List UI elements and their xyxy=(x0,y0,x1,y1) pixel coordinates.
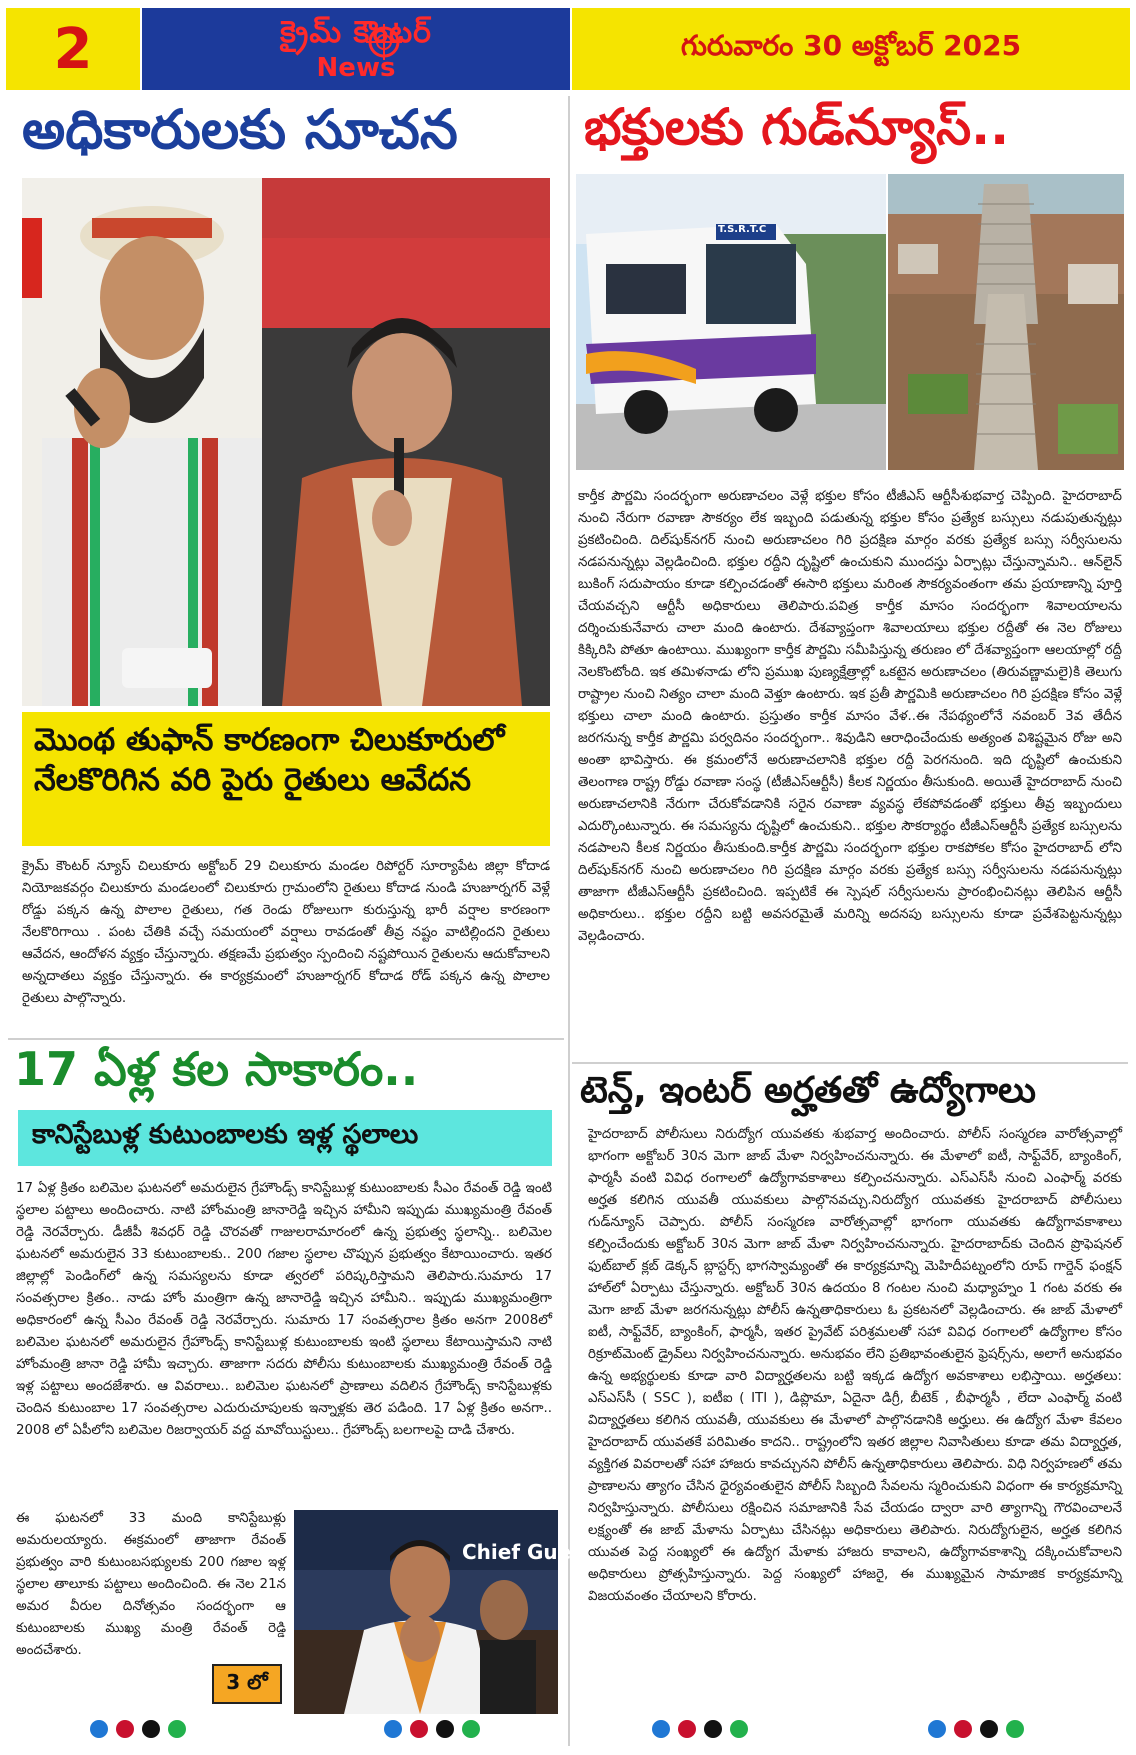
issue-date: గురువారం 30 అక్టోబర్ 2025 xyxy=(680,29,1022,62)
footer-dot xyxy=(652,1720,670,1738)
jobs-article: హైదరాబాద్ పోలీసులు నిరుద్యోగ యువతకు శుభవార్త అందించారు. పోలీస్ సంస్మరణ వారోత్సవాల్లో భాగంగా అక్టోబర్ 30న మెగా జాబ్ మేళా నిర్వహించనున్నారు. ఈ మేళాలో ఐటీ, సాఫ్ట్‌వేర్, బ్యాంకింగ్, ఫార్మసీ వంటి వివిధ రంగాలలో ఉద్యోగావకాశాలు కల్పించనున్నారు. ఎస్ఎస్‌సీ నుంచి ఎంఫార్మ్ వరకు అర్హత కలిగిన యువతీ యువకులు పాల్గొనవచ్చు.నిరుద్యోగ యువతకు హైదరాబాద్ పోలీసులు గుడ్‌న్యూస్ చెప్పారు. పోలీస్ సంస్మరణ వారోత్సవాల్లో భాగంగా యువతకు ఉద్యోగావకాశాలు కల్పించేందుకు అక్టోబర్ 30న మెగా జాబ్ మేళా నిర్వహించనున్నారు. హైదరాబాద్‌కు చెందిన ప్రొఫెషనల్ ఫుట్‌బాల్ క్లబ్ డెక్కన్ బ్లాస్టర్స్ భాగస్వామ్యంతో ఈ కార్యక్రమాన్ని మెహిదీపట్నంలోని రూప్ గార్డెన్ ఫంక్షన్ హాల్‌లో ఏర్పాటు చేస్తున్నారు. అక్టోబర్ 30న ఉదయం 8 గంటల నుంచి మధ్యాహ్నం 1 గంట వరకు ఈ మెగా జాబ్ మేళా జరగనున్నట్లు పోలీస్ ఉన్నతాధికారులు ఓ ప్రకటనలో వెల్లడించారు. ఈ జాబ్ మేళాలో ఐటీ, సాఫ్ట్‌వేర్, బ్యాంకింగ్, ఫార్మసీ, ఇతర ప్రైవేట్ పరిశ్రమలతో సహా వివిధ రంగాలలో ఉద్యోగాల కోసం రిక్రూట్‌మెంట్ డ్రైవ్‌లు నిర్వహించనున్నారు. అనుభవం లేని ప్రతిభావంతులైన ఫ్రెషర్స్‌ను, అలాగే అనుభవం ఉన్న అభ్యర్థులకు కూడా వారి విద్యార్హతలను బట్టి ఇక్కడ ఉద్యోగ అవకాశాలు లభిస్తాయి. అర్హతలు: ఎస్ఎస్‌సీ ( SSC ), ఐటీఐ ( ITI ), డిప్లొమా, ఏదైనా డిగ్రీ, బీటెక్ , బీఫార్మసీ , లేదా ఎంఫార్మ్ వంటి విద్యార్హతలు కలిగిన యువతీ, యువకులు ఈ మేళాలో పాల్గొనడానికి అర్హులు. ఈ ఉద్యోగ మేళా కేవలం హైదరాబాద్ యువతకే పరిమితం కాదని.. రాష్ట్రంలోని ఇతర జిల్లాల నివాసితులు కూడా తమ విద్యార్హత, వ్యక్తిగత వివరాలతో సహా హాజరు కావచ్చునని పోలీస్ ఉన్నతాధికారులు తెలిపారు. విధి నిర్వహణలో తమ ప్రాణాలను త్యాగం చేసిన ధైర్యవంతులైన పోలీస్ సిబ్బంది సేవలను స్మరించుకుని విధంగా ఈ కార్యక్రమాన్ని నిర్వహిస్తున్నారు. పోలీసులు రక్షించిన సమాజానికి సేవ చేయడం ద్వారా వారి త్యాగాన్ని గౌరవించాలనే లక్ష్యంతో ఈ జాబ్ మేళాను ఏర్పాటు చేసినట్లు అధికారులు తెలిపారు. నిరుద్యోగులైన, అర్హత కలిగిన యువత పెద్ద సంఖ్యలో ఈ ఉద్యోగ మేళాకు హాజరు కావాలని, ఉద్యోగావకాశాన్ని దక్కించుకోవాలని అధికారులు ప్రోత్సహిస్తున్నారు. పెద్ద సంఖ్యలో హాజరై, ఈ ముఖ్యమైన సామాజిక కార్యక్రమాన్ని విజయవంతం చేయాలని కోరారు. xyxy=(588,1127,1122,1604)
logo xyxy=(142,8,570,90)
footer-dots-1 xyxy=(90,1720,186,1738)
crop-damage-subheadline: మొంథ తుఫాన్ కారణంగా చిలుకూరులో నేలకొరిగిన వరి పైరు రైతులు ఆవేదన xyxy=(34,722,505,798)
column-divider xyxy=(568,96,570,1746)
bus-rtc-label: T.S.R.T.C xyxy=(718,224,767,235)
page-number: 2 xyxy=(53,16,93,82)
crop-damage-article: క్రైమ్ కౌంటర్ న్యూస్ చిలుకూరు అక్టోబర్ 29 చిలుకూరు మండల రిపోర్టర్ సూర్యాపేట జిల్లా కోదాడ నియోజకవర్గం చిలుకూరు మండలంలో చిలుకూరు గ్రామంలోని రైతులు కోదాడ నుండి హుజూర్నగర్ వెళ్లే రోడ్డు పక్కన ఉన్న పొలాల రైతులు, గత రెండు రోజులుగా కురుస్తున్న భారీ వర్షాల కారణంగా నేలకొరిగాయి . పంట చేతికి వచ్చే సమయంలో వర్షాలు రావడంతో తీవ్ర నష్టం వాటిల్లిందని రైతులు ఆవేదన, ఆందోళన వ్యక్తం చేస్తున్నారు. తక్షణమే ప్రభుత్వం స్పందించి నష్టపోయిన రైతులను ఆదుకోవాలని అన్నదాతలు వ్యక్తం చేస్తున్నారు. ఈ కార్యక్రమంలో హుజూర్నగర్ కోదాడ రోడ్ పక్కన ఉన్న పొలాల రైతులు పాల్గొన్నారు. xyxy=(22,859,550,1006)
footer-dots-2 xyxy=(384,1720,480,1738)
footer-dot xyxy=(462,1720,480,1738)
footer-dot xyxy=(168,1720,186,1738)
constables-article-continued: ఈ ఘటనలో 33 మంది కానిస్టేబుళ్లు అమరులయ్యారు. ఈక్రమంలో తాజాగా రేవంత్ ప్రభుత్వం వారి కుటుంబసభ్యులకు 200 గజాల ఇళ్ల స్థలాల తాలూకు పట్టాలు అందించింది. ఈ నెల 21న అమర వీరుల దినోత్సవం సందర్భంగా ఆ కుటుంబాలకు ముఖ్య మంత్రి రేవంత్ రెడ్డి అందచేశారు. xyxy=(16,1511,286,1658)
footer-dot xyxy=(142,1720,160,1738)
rtc-bus-photo[interactable] xyxy=(576,174,886,470)
headline-jobs-tenth-inter: టెన్త్, ఇంటర్ అర్హతతో ఉద్యోగాలు xyxy=(580,1070,1036,1111)
footer-dot xyxy=(1006,1720,1024,1738)
footer-dots-4 xyxy=(928,1720,1024,1738)
politicians-photo[interactable] xyxy=(22,178,550,706)
footer-dot xyxy=(730,1720,748,1738)
section-divider-right xyxy=(572,1062,1128,1064)
logo-sub: News xyxy=(316,53,396,83)
footer-dot xyxy=(980,1720,998,1738)
arunachalam-temple-photo[interactable] xyxy=(888,174,1124,470)
constables-article: 17 ఏళ్ల క్రితం బలిమెల ఘటనలో అమరులైన గ్రేహౌండ్స్ కానిస్టేబుళ్ల కుటుంబాలకు సీఎం రేవంత్ రెడ్డి ఇంటి స్థలాల పట్టాలు అందించారు. నాటి హోంమంత్రి జానారెడ్డి ఇచ్చిన హామీని ఇప్పుడు ముఖ్యమంత్రి రేవంత్ రెడ్డి నెరవేర్చారు. డీజీపీ శివధర్ రెడ్డి చొరవతో గాజులరామారంలో ఉన్న ప్రభుత్వ స్థలాన్ని.. బలిమెల ఘటనలో అమరులైన 33 కుటుంబాలకు.. 200 గజాల స్థలాల చొప్పున ప్రభుత్వం కేటాయించారు. ఇతర జిల్లాల్లో పెండింగ్‌లో ఉన్న సమస్యలను కూడా త్వరలో పరిష్కరిస్తామని తెలిపారు.సుమారు 17 సంవత్సరాల క్రితం.. నాడు హోం మంత్రిగా ఉన్న జానారెడ్డి ఇచ్చిన హామీని.. ఇప్పుడు ముఖ్యమంత్రిగా అధికారంలో ఉన్న సీఎం రేవంత్ రెడ్డి నెరవేర్చారు. సుమారు 17 సంవత్సరాల క్రితం అనగా 2008లో బలిమెల ఘటనలో అమరులైన గ్రేహౌండ్స్ కానిస్టేబుళ్ల కుటుంబాలకు ఇంటి స్థలాలు కేటాయిస్తామని నాటి హోంమంత్రి జానా రెడ్డి హామీ ఇచ్చారు. తాజాగా సదరు పోలీసు కుటుంబాలకు ముఖ్యమంత్రి రేవంత్ రెడ్డి ఇళ్ల పట్టాలు అందజేశారు. ఆ వివరాలు.. బలిమెల ఘటనలో ప్రాణాలు వదిలిన గ్రేహౌండ్స్ కానిస్టేబుళ్లకు చెందిన కుటుంబాల 17 సంవత్సరాల ఎదురుచూపులకు ఇన్నాళ్లకు తెర పడింది. 17 ఏళ్ల క్రితం అనగా.. 2008 లో ఏపీలోని బలిమెల రిజర్వాయర్ వద్ద మావోయిస్టులు.. గ్రేహౌండ్స్ బలగాలపై దాడి చేశారు. xyxy=(16,1181,552,1438)
footer-dot xyxy=(704,1720,722,1738)
footer-dot xyxy=(678,1720,696,1738)
date-box xyxy=(572,8,1130,90)
footer-dot xyxy=(90,1720,108,1738)
footer-dot xyxy=(954,1720,972,1738)
constables-subheadline-box xyxy=(18,1110,552,1166)
footer-dot xyxy=(928,1720,946,1738)
headline-17-years-dream: 17 ఏళ్ల కల సాకారం.. xyxy=(14,1042,419,1096)
continued-page-ref-button[interactable]: 3 లో xyxy=(212,1664,282,1704)
devotees-article: కార్తీక పౌర్ణమి సందర్భంగా అరుణాచలం వెళ్లే భక్తుల కోసం టీజీఎస్ ఆర్టీసీశుభవార్త చెప్పింది. హైదరాబాద్ నుంచి నేరుగా రవాణా సౌకర్యం లేక ఇబ్బంది పడుతున్న భక్తుల కోసం ప్రత్యేక బస్సులు నడుపుతున్నట్లు ప్రకటించింది. దిల్‌షుక్‌నగర్ నుంచి అరుణాచలం గిరి ప్రదక్షిణ మార్గం వరకు ప్రత్యేక బస్సు సర్వీసులను నడపనున్నట్లు వెల్లడించింది. భక్తుల రద్దీని దృష్టిలో ఉంచుకుని ముందస్తు ఏర్పాట్లు చేస్తున్నామని.. ఆన్‌లైన్ బుకింగ్ సదుపాయం కూడా కల్పించడంతో ఈసారి భక్తులు మరింత సౌకర్యవంతంగా తమ ప్రయాణాన్ని పూర్తి చేయవచ్చని ఆర్టీసీ అధికారులు తెలిపారు.పవిత్ర కార్తీక మాసం సందర్భంగా శివాలయాలను దర్శించుకునేవారు చాలా మంది ఉంటారు. దేశవ్యాప్తంగా శివాలయాలు భక్తుల రద్దీతో ఈ నెల రోజులు కిక్కిరిసి పోతూ ఉంటాయి. ముఖ్యంగా కార్తీక పౌర్ణమి సమీపిస్తున్న తరుణం లో దేశవ్యాప్తంగా ఆలయాల్లో రద్దీ నెలకొంటోంది. ఇక తమిళనాడు లోని ప్రముఖ పుణ్యక్షేత్రాల్లో ఒకటైన అరుణాచలం (తిరువణ్ణామలై)కి తెలుగు రాష్ట్రాల నుంచి నిత్యం చాలా మంది వెళ్తూ ఉంటారు. ఇక ప్రతీ పౌర్ణమికి అరుణాచలం గిరి ప్రదక్షిణ కోసం వెళ్లే భక్తులు చాలా మంది ఉంటారు. ప్రస్తుతం కార్తీక మాసం వేళ..ఈ నేపథ్యంలోనే నవంబర్ 3వ తేదీన జరగనున్న కార్తీక పౌర్ణమి పర్వదినం సందర్భంగా.. శివుడిని ఆరాధించేందుకు అత్యంత విశిష్టమైన రోజు అని అంతా భావిస్తారు. ఈ క్రమంలోనే అరుణాచలానికి భక్తుల రద్దీ పెరగనుంది. ఇది దృష్టిలో ఉంచుకుని తెలంగాణ రాష్ట్ర రోడ్డు రవాణా సంస్థ (టీజీఎస్‌ఆర్టీసీ) కీలక నిర్ణయం తీసుకుంది. అయితే హైదరాబాద్ నుంచి అరుణాచలానికి నేరుగా చేరుకోవడానికి సరైన రవాణా వ్యవస్థ లేకపోవడంతో భక్తులు తీవ్ర ఇబ్బందులు ఎదుర్కొంటున్నారు. ఈ సమస్యను దృష్టిలో ఉంచుకుని.. భక్తుల సౌకర్యార్థం టీజీఎస్‌ఆర్టీసీ ప్రత్యేక బస్సులను నడపాలని కీలక నిర్ణయం తీసుకుంది.కార్తీక పౌర్ణమి సందర్భంగా భక్తుల రాకపోకల కోసం హైదరాబాద్ లోని దిల్‌షుక్‌నగర్ నుంచి అరుణాచలం గిరి ప్రదక్షిణ మార్గం వరకు ప్రత్యేక బస్సు సర్వీసులను నడపనున్నట్లు తాజాగా టీజీఎస్‌ఆర్టీసీ ప్రకటించింది. ఇప్పటికే ఈ స్పెషల్ సర్వీసులను ప్రారంభించినట్లు తెలిపిన ఆర్టీసీ అధికారులు.. భక్తుల రద్దీని బట్టి అవసరమైతే మరిన్ని అదనపు బస్సులను కూడా ప్రవేశపెట్టనున్నట్లు వెల్లడించారు. xyxy=(578,489,1122,944)
page-number-box xyxy=(6,8,140,90)
footer-dot xyxy=(384,1720,402,1738)
event-banner-text: Chief Gue xyxy=(462,1540,572,1564)
logo-name: క్రైమ్ కౌంటర్ xyxy=(280,15,432,50)
headline-officials-advice: అధికారులకు సూచన xyxy=(22,98,458,161)
section-divider-left xyxy=(8,1038,564,1040)
chief-minister-photo[interactable] xyxy=(294,1510,572,1714)
footer-dot xyxy=(410,1720,428,1738)
footer-dots-3 xyxy=(652,1720,748,1738)
crop-damage-subheadline-box xyxy=(22,712,550,846)
footer-dot xyxy=(116,1720,134,1738)
constables-subheadline: కానిస్టేబుళ్ల కుటుంబాలకు ఇళ్ల స్థలాలు xyxy=(32,1119,419,1150)
masthead xyxy=(0,0,1136,96)
footer-dot xyxy=(436,1720,454,1738)
headline-good-news-devotees: భక్తులకు గుడ్‌న్యూస్.. xyxy=(584,98,1010,156)
crosshair-icon xyxy=(364,22,404,62)
